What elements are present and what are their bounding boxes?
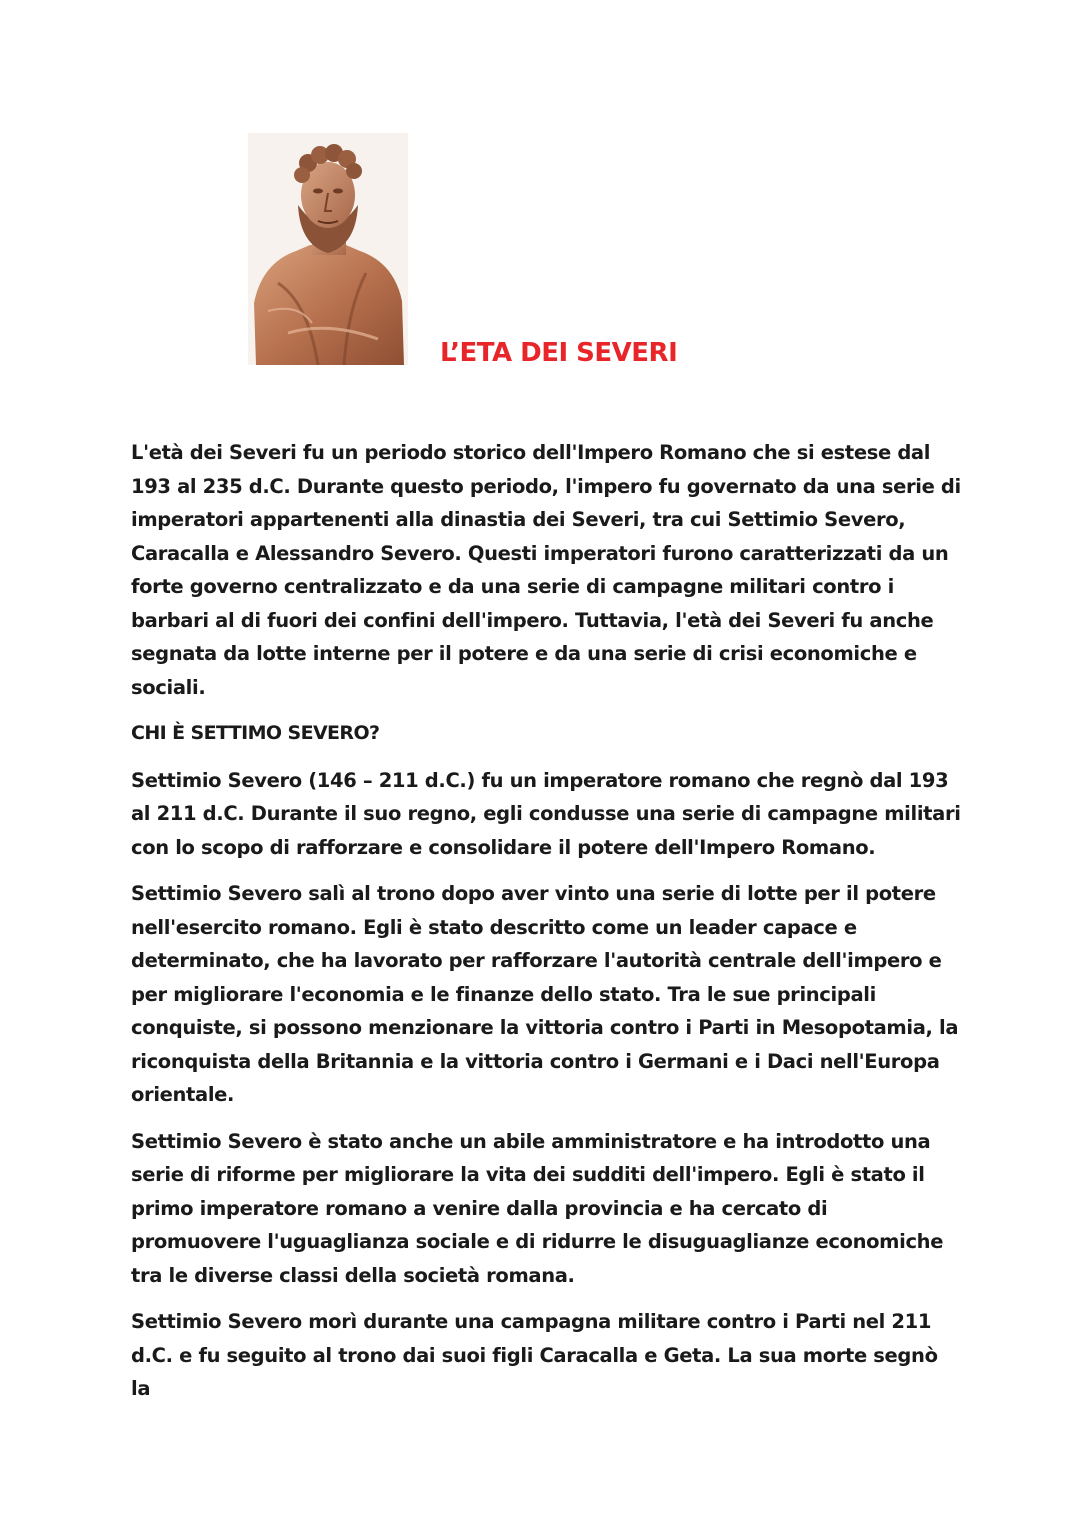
document-title: L’ETA DEI SEVERI [440, 338, 678, 368]
document-body [131, 436, 961, 1419]
paragraph-reign: Settimio Severo (146 – 211 d.C.) fu un imperatore romano che regnò dal 193 al 211 d.C. Durante il suo regno, egli condusse una serie di campagne militari con lo scopo di rafforzare e consolidare il potere dell'Impero Romano. [131, 768, 961, 859]
paragraph-rise-to-power: Settimio Severo salì al trono dopo aver vinto una serie di lotte per il potere nell'esercito romano. Egli è stato descritto come un leader capace e determinato, che ha lavorato per rafforzare l'autorità centrale dell'impero e per migliorare l'economia e le finanze dello stato. Tra le sue principali conquiste, si possono menzionare la vittoria contro i Parti in Mesopotamia, la riconquista della Britannia e la vittoria contro i Germani e i Daci nell'Europa orientale. [131, 882, 959, 1106]
section-heading: CHI È SETTIMO SEVERO? [131, 722, 380, 744]
bust-image [248, 133, 408, 365]
paragraph-death: Settimio Severo morì durante una campagna militare contro i Parti nel 211 d.C. e fu seguito al trono dai suoi figli Caracalla e Geta. La sua morte segnò la [131, 1310, 938, 1400]
roman-bust-illustration [248, 133, 408, 365]
paragraph-administration: Settimio Severo è stato anche un abile amministratore e ha introdotto una serie di riforme per migliorare la vita dei sudditi dell'impero. Egli è stato il primo imperatore romano a venire dalla provincia e ha cercato di promuovere l'uguaglianza sociale e di ridurre le disuguaglianze economiche tra le diverse classi della società romana. [131, 1129, 944, 1287]
paragraph-intro: L'età dei Severi fu un periodo storico dell'Impero Romano che si estese dal 193 al 235 d.C. Durante questo periodo, l'impero fu governato da una serie di imperatori appartenenti alla dinastia dei Severi, tra cui Settimio Severo, Caracalla e Alessandro Severo. Questi imperatori furono caratterizzati da un forte governo centralizzato e da una serie di campagne militari contro i barbari al di fuori dei confini dell'impero. Tuttavia, l'età dei Severi fu anche segnata da lotte interne per il potere e da una serie di crisi economiche e sociali. [131, 441, 961, 699]
